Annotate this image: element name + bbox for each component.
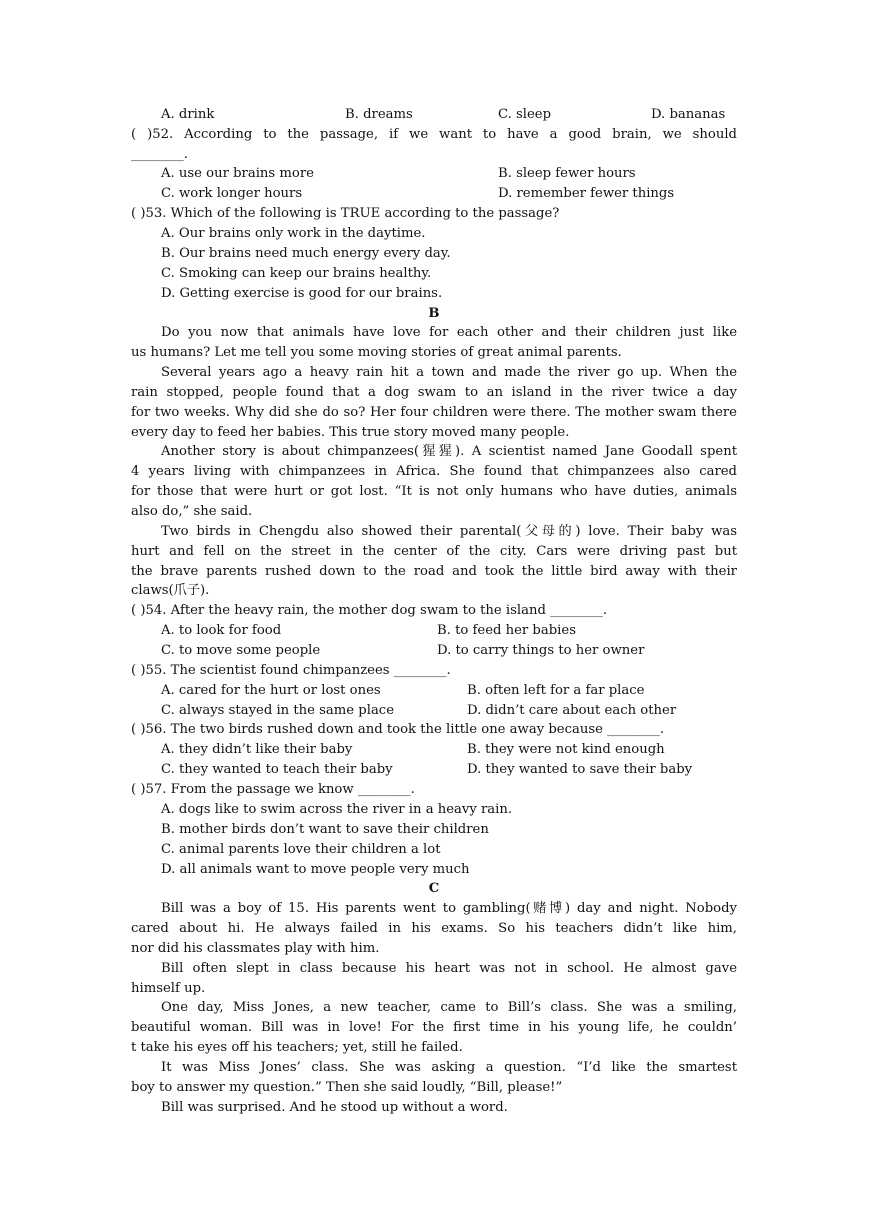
q56-option-d: D. they wanted to save their baby bbox=[467, 762, 693, 777]
section-b-line: Several years ago a heavy rain hit a town and made the river go up. When the bbox=[161, 365, 737, 380]
q53-option-c: C. Smoking can keep our brains healthy. bbox=[161, 266, 432, 281]
q51-option-b: B. dreams bbox=[345, 107, 413, 122]
q54-option-c: C. to move some people bbox=[161, 643, 321, 658]
section-c-line: One day, Miss Jones, a new teacher, came to Bill’s class. She was a smiling, bbox=[161, 1000, 737, 1015]
q55-option-d: D. didn’t care about each other bbox=[467, 703, 677, 718]
q54-stem: ( )54. After the heavy rain, the mother dog swam to the island ________. bbox=[131, 603, 608, 618]
q53-option-d: D. Getting exercise is good for our brains. bbox=[161, 286, 443, 301]
q52-option-a: A. use our brains more bbox=[161, 166, 314, 181]
q52-option-b: B. sleep fewer hours bbox=[498, 166, 636, 181]
q53-option-a: A. Our brains only work in the daytime. bbox=[161, 226, 426, 241]
q52-blank: ________. bbox=[131, 147, 188, 162]
section-b-line: us humans? Let me tell you some moving stories of great animal parents. bbox=[131, 345, 622, 360]
q56-option-b: B. they were not kind enough bbox=[467, 742, 665, 757]
q57-option-a: A. dogs like to swim across the river in a heavy rain. bbox=[161, 802, 513, 817]
section-c-line: Bill was surprised. And he stood up without a word. bbox=[161, 1100, 508, 1115]
q51-option-a: A. drink bbox=[161, 107, 215, 122]
section-c-line: Bill was a boy of 15. His parents went to gambling(赌博) day and night. Nobody bbox=[161, 901, 737, 916]
section-c-line: t take his eyes off his teachers; yet, still he failed. bbox=[131, 1040, 463, 1055]
q56-stem: ( )56. The two birds rushed down and took the little one away because ________. bbox=[131, 722, 665, 737]
section-c-line: nor did his classmates play with him. bbox=[131, 941, 380, 956]
q57-option-b: B. mother birds don’t want to save their children bbox=[161, 822, 489, 837]
q53-stem: ( )53. Which of the following is TRUE according to the passage? bbox=[131, 206, 560, 221]
q56-option-c: C. they wanted to teach their baby bbox=[161, 762, 393, 777]
section-c-line: boy to answer my question.” Then she said loudly, “Bill, please!” bbox=[131, 1080, 563, 1095]
q57-stem: ( )57. From the passage we know ________. bbox=[131, 782, 415, 797]
q54-option-a: A. to look for food bbox=[161, 623, 282, 638]
q55-stem: ( )55. The scientist found chimpanzees ________. bbox=[131, 663, 451, 678]
q51-option-c: C. sleep bbox=[498, 107, 552, 122]
section-b-line: every day to feed her babies. This true story moved many people. bbox=[131, 425, 570, 440]
q52-option-d: D. remember fewer things bbox=[498, 186, 675, 201]
q53-option-b: B. Our brains need much energy every day. bbox=[161, 246, 451, 261]
q57-option-d: D. all animals want to move people very much bbox=[161, 862, 470, 877]
section-b-line: Another story is about chimpanzees(猩猩). A scientist named Jane Goodall spent bbox=[161, 444, 737, 459]
q52-option-c: C. work longer hours bbox=[161, 186, 303, 201]
q52-stem: ( )52. According to the passage, if we want to have a good brain, we should bbox=[131, 127, 737, 142]
q54-option-b: B. to feed her babies bbox=[437, 623, 576, 638]
q56-option-a: A. they didn’t like their baby bbox=[161, 742, 353, 757]
q57-option-c: C. animal parents love their children a lot bbox=[161, 842, 441, 857]
section-c-heading: C bbox=[428, 881, 440, 896]
section-b-line: also do,” she said. bbox=[131, 504, 253, 519]
section-c-line: himself up. bbox=[131, 981, 206, 996]
section-c-line: beautiful woman. Bill was in love! For the first time in his young life, he couldn’ bbox=[131, 1020, 737, 1035]
section-b-line: the brave parents rushed down to the road and took the little bird away with their bbox=[131, 564, 737, 579]
section-b-line: Two birds in Chengdu also showed their parental(父母的) love. Their baby was bbox=[161, 524, 737, 539]
section-c-line: It was Miss Jones’ class. She was asking a question. “I’d like the smartest bbox=[161, 1060, 737, 1075]
q54-option-d: D. to carry things to her owner bbox=[437, 643, 645, 658]
section-b-line: rain stopped, people found that a dog swam to an island in the river twice a day bbox=[131, 385, 737, 400]
section-b-heading: B bbox=[428, 306, 440, 321]
section-b-line: for two weeks. Why did she do so? Her four children were there. The mother swam there bbox=[131, 405, 737, 420]
section-b-line: Do you now that animals have love for each other and their children just like bbox=[161, 325, 737, 340]
section-c-line: Bill often slept in class because his heart was not in school. He almost gave bbox=[161, 961, 737, 976]
section-b-line: claws(爪子). bbox=[131, 583, 210, 598]
section-b-line: 4 years living with chimpanzees in Africa. She found that chimpanzees also cared bbox=[131, 464, 737, 479]
q55-option-c: C. always stayed in the same place bbox=[161, 703, 394, 718]
section-c-line: cared about hi. He always failed in his exams. So his teachers didn’t like him, bbox=[131, 921, 737, 936]
section-b-line: for those that were hurt or got lost. “It is not only humans who have duties, animals bbox=[131, 484, 737, 499]
q55-option-a: A. cared for the hurt or lost ones bbox=[161, 683, 381, 698]
q51-option-d: D. bananas bbox=[651, 107, 726, 122]
section-b-line: hurt and fell on the street in the center of the city. Cars were driving past but bbox=[131, 544, 737, 559]
q55-option-b: B. often left for a far place bbox=[467, 683, 645, 698]
